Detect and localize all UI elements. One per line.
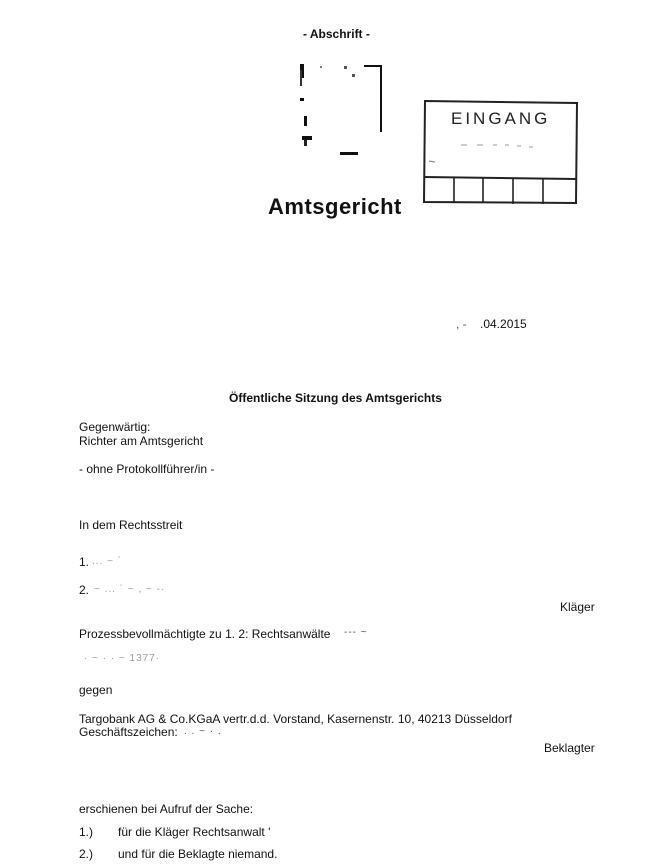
plaintiff-role: Kläger [560,600,595,614]
plaintiff-2-redacted: ~ ... ´ ~ , ~ -· [94,584,166,595]
attendance-intro: erschienen bei Aufruf der Sache: [79,802,254,816]
clerk-line: - ohne Protokollführer/in - [79,462,215,476]
counsel-redacted-1: --- ~ [344,627,368,638]
plaintiff-2-number: 2. [79,583,90,597]
document-date: .04.2015 [480,317,527,331]
abschrift-label: - Abschrift - [303,27,370,41]
counsel-line: Prozessbevollmächtigte zu 1. 2: Rechtsanwälte [79,627,331,641]
attendance-item-2-number: 2.) [79,847,94,861]
plaintiff-1-redacted: ... ~ ´ [92,556,123,567]
judge-line: Richter am Amtsgericht [79,434,204,448]
attendance-item-2-text: und für die Beklagte niemand. [118,847,278,861]
plaintiff-1-number: 1. [79,555,90,569]
date-prefix: , - [456,317,467,331]
defendant-role: Beklagter [544,741,595,755]
session-heading: Öffentliche Sitzung des Amtsgerichts [229,391,442,405]
attendance-item-1-number: 1.) [79,825,94,839]
attendance-item-1-text: für die Kläger Rechtsanwalt ' [118,825,271,839]
versus-label: gegen [79,683,113,697]
stamp-label: EINGANG [451,109,551,128]
case-intro: In dem Rechtsstreit [79,518,183,532]
counsel-redacted-2: · ~ · · ~ 1377· [84,653,161,664]
redacted-court-crest [294,60,386,160]
court-title: Amtsgericht [268,194,402,219]
defendant-line: Targobank AG & Co.KGaA vertr.d.d. Vorstand, Kasernenstr. 10, 40213 Düsseldorf [79,712,512,726]
eingang-stamp [421,99,579,207]
reference-redacted: . . ~ · . [184,726,222,737]
present-label: Gegenwärtig: [79,420,151,434]
reference-label: Geschäftszeichen: [79,725,178,739]
